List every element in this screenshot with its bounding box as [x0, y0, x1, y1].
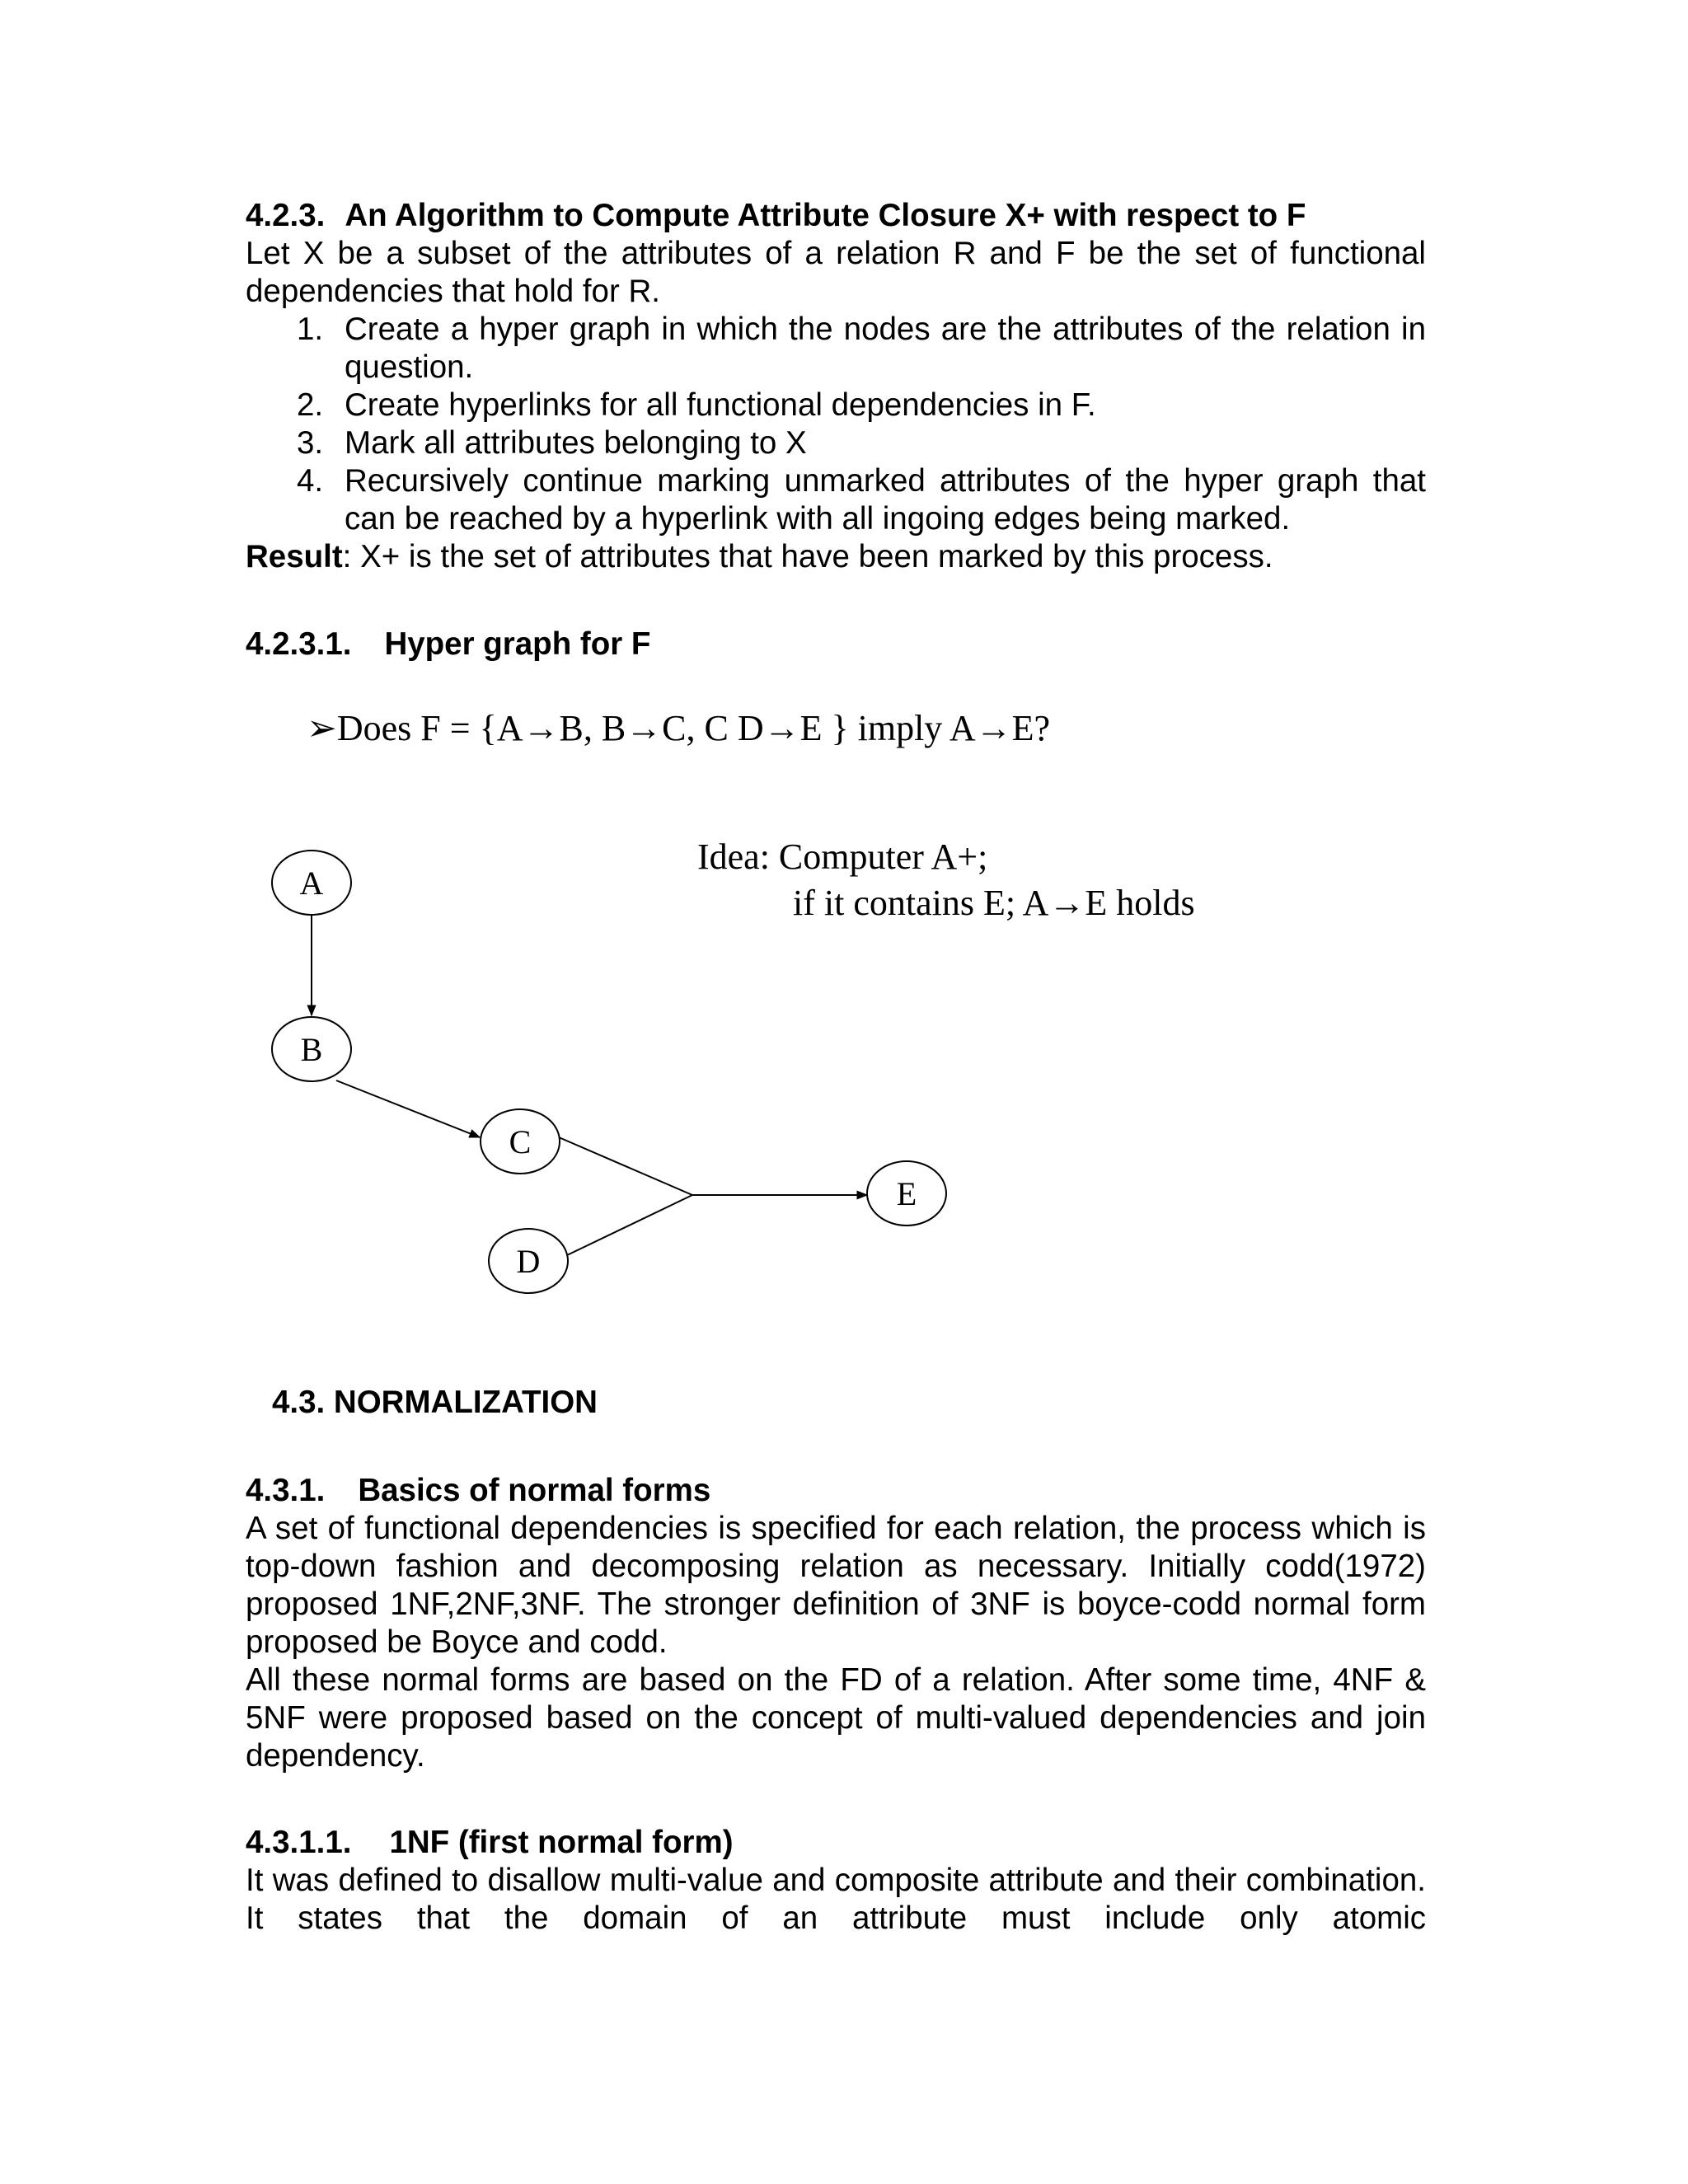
- node-b: [272, 1017, 351, 1081]
- section-heading-4-3: 4.3. NORMALIZATION: [272, 1385, 598, 1420]
- hyperedge-d-branch: [567, 1195, 692, 1255]
- node-a-label: A: [299, 865, 324, 902]
- result-label: Result: [246, 539, 343, 574]
- node-c: [481, 1109, 560, 1174]
- result-text: : X+ is the set of attributes that have been marked by this process.: [342, 539, 1273, 574]
- idea-line-1: Idea: Computer A+;: [697, 837, 988, 877]
- section-number: 4.2.3.1.: [246, 626, 352, 662]
- list-item: 3. Mark all attributes belonging to X: [297, 425, 807, 461]
- node-e: [867, 1161, 946, 1226]
- section-heading-4-3-1-1: [246, 1824, 1426, 1862]
- section-title: An Algorithm to Compute Attribute Closure X+ with respect to F: [345, 198, 1306, 233]
- node-b-label: B: [300, 1031, 323, 1068]
- section-title: Hyper graph for F: [384, 626, 651, 662]
- node-d: [489, 1229, 568, 1293]
- edge-b-to-c: [336, 1080, 480, 1137]
- node-c-label: C: [509, 1123, 532, 1160]
- list-item: 1. Create a hyper graph in which the nodes are the attributes of the relation in question.: [297, 312, 1426, 385]
- intro-paragraph: Let X be a subset of the attributes of a relation R and F be the set of functional dependencies that hold for R.: [246, 236, 1426, 309]
- hyperedge-c-branch: [559, 1137, 692, 1195]
- 1nf-paragraph: It was defined to disallow multi-value and composite attribute and their combination. It states that the domain of an attribute must include only atomic: [246, 1863, 1426, 1936]
- section-number: 4.3.1.1.: [246, 1825, 352, 1860]
- section-title: Basics of normal forms: [358, 1473, 711, 1508]
- basics-paragraph-1: A set of functional dependencies is specified for each relation, the process which is top-down fashion and decomposing relation as necessary. Initially codd(1972) proposed 1NF,2NF,3NF. The stronger definition of 3NF is boyce-codd normal form proposed be Boyce and codd.: [246, 1511, 1426, 1660]
- section-number: 4.3.1.: [246, 1473, 326, 1508]
- figure-question: ➢Does F = {A→B, B→C, C D→E } imply A→E?: [307, 708, 1051, 748]
- node-e-label: E: [896, 1175, 917, 1212]
- list-item: 4. Recursively continue marking unmarked attributes of the hyper graph that can be reached by a hyperlink with all ingoing edges being marked.: [297, 463, 1426, 537]
- section-heading-4-3-1: [246, 1472, 1426, 1510]
- idea-line-2: if it contains E; A→E holds: [793, 883, 1195, 923]
- node-a: [272, 851, 351, 915]
- section-number: 4.2.3.: [246, 198, 326, 233]
- node-d-label: D: [516, 1243, 541, 1280]
- section-title: 1NF (first normal form): [389, 1825, 734, 1860]
- basics-paragraph-2: All these normal forms are based on the FD of a relation. After some time, 4NF & 5NF were proposed based on the concept of multi-valued dependencies and join dependency.: [246, 1662, 1426, 1774]
- list-item: 2. Create hyperlinks for all functional dependencies in F.: [297, 387, 1096, 423]
